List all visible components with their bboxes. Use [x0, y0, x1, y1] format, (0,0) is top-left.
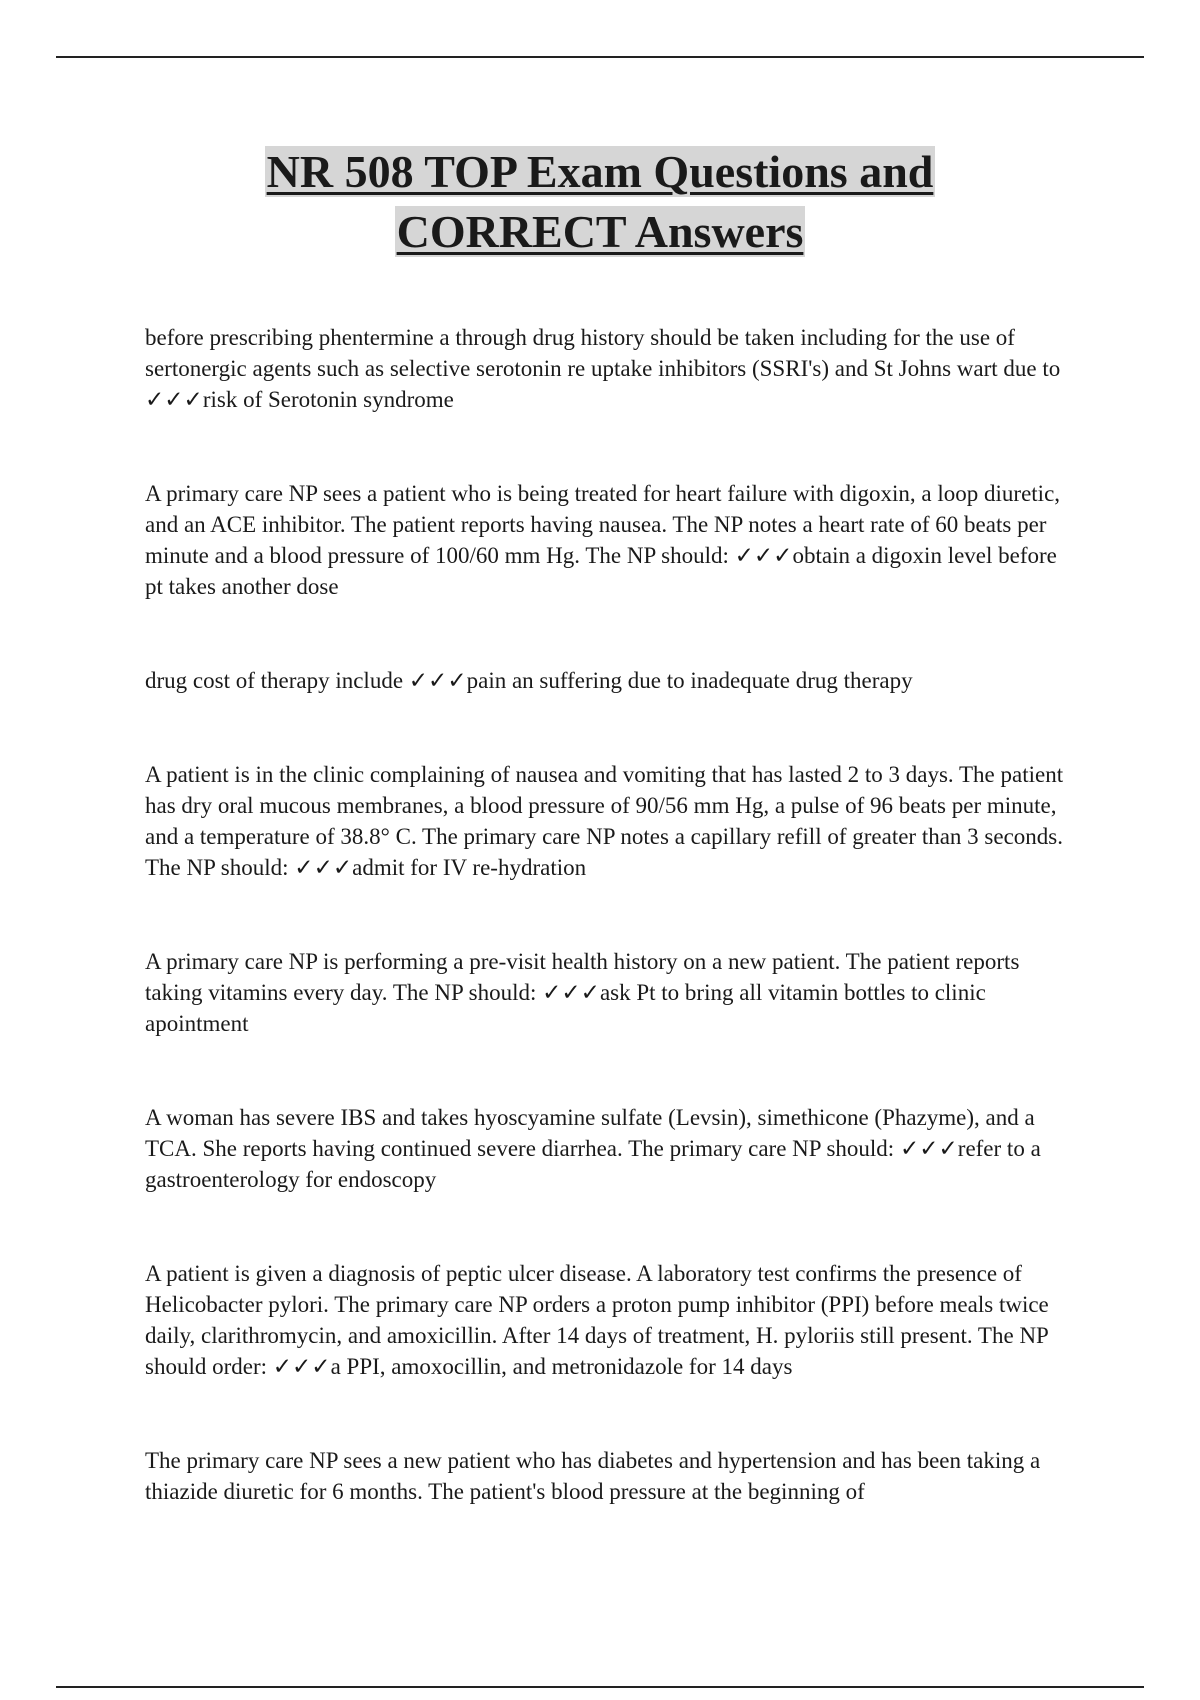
qa-item: [145, 1445, 1065, 1507]
answer-text: obtain a digoxin level before pt takes another dose: [145, 543, 1057, 599]
question-text: drug cost of therapy include: [145, 668, 409, 693]
title-line-1: NR 508 TOP Exam Questions and: [266, 146, 934, 197]
check-mark-icon: ✓✓✓: [272, 1354, 331, 1379]
document-title: [100, 142, 1100, 262]
answer-text: ask Pt to bring all vitamin bottles to clinic apointment: [145, 980, 986, 1036]
check-mark-icon: ✓✓✓: [542, 980, 600, 1005]
qa-item: [145, 946, 1065, 1039]
bottom-rule: [56, 1686, 1144, 1688]
qa-item: [145, 665, 1065, 696]
answer-text: risk of Serotonin syndrome: [202, 387, 454, 412]
check-mark-icon: ✓✓✓: [408, 668, 467, 693]
qa-item: [145, 322, 1065, 415]
title-line-2: CORRECT Answers: [396, 206, 804, 257]
answer-text: admit for IV re-hydration: [352, 855, 587, 880]
answer-text: a PPI, amoxocillin, and metronidazole for 14 days: [330, 1354, 793, 1379]
answer-text: pain an suffering due to inadequate drug therapy: [466, 668, 913, 693]
check-mark-icon: ✓✓✓: [899, 1136, 958, 1161]
question-text: before prescribing phentermine a through drug history should be taken including for the use of sertonergic agents such as selective serotonin re uptake inhibitors (SSRI's) and St Johns wart due to: [145, 325, 1061, 381]
qa-item: [145, 759, 1065, 883]
question-text: A patient is given a diagnosis of peptic ulcer disease. A laboratory test confirms the presence of Helicobacter pylori. The primary care NP orders a proton pump inhibitor (PPI) before meals twice daily, clarithromycin, and amoxicillin. After 14 days of treatment, H. pyloriis still present. The NP should order:: [145, 1261, 1049, 1379]
qa-item: [145, 1102, 1065, 1195]
qa-list: [145, 322, 1065, 1507]
qa-item: [145, 478, 1065, 602]
question-text: A patient is in the clinic complaining of nausea and vomiting that has lasted 2 to 3 days. The patient has dry oral mucous membranes, a blood pressure of 90/56 mm Hg, a pulse of 96 beats per minute, and a temperature of 38.8° C. The primary care NP notes a capillary refill of greater than 3 seconds. The NP should:: [145, 762, 1064, 880]
answer-text: refer to a gastroenterology for endoscopy: [145, 1136, 1041, 1192]
top-rule: [56, 56, 1144, 58]
question-text: The primary care NP sees a new patient who has diabetes and hypertension and has been taking a thiazide diuretic for 6 months. The patient's blood pressure at the beginning of: [145, 1448, 1041, 1504]
question-text: A primary care NP sees a patient who is being treated for heart failure with digoxin, a loop diuretic, and an ACE inhibitor. The patient reports having nausea. The NP notes a heart rate of 60 beats per minute and a blood pressure of 100/60 mm Hg. The NP should:: [145, 481, 1061, 568]
question-text: A woman has severe IBS and takes hyoscyamine sulfate (Levsin), simethicone (Phazyme), and a TCA. She reports having continued severe diarrhea. The primary care NP should:: [145, 1105, 1035, 1161]
check-mark-icon: ✓✓✓: [145, 387, 203, 412]
question-text: A primary care NP is performing a pre-visit health history on a new patient. The patient reports taking vitamins every day. The NP should:: [145, 949, 1020, 1005]
qa-item: [145, 1258, 1065, 1382]
check-mark-icon: ✓✓✓: [734, 543, 793, 568]
check-mark-icon: ✓✓✓: [294, 855, 353, 880]
